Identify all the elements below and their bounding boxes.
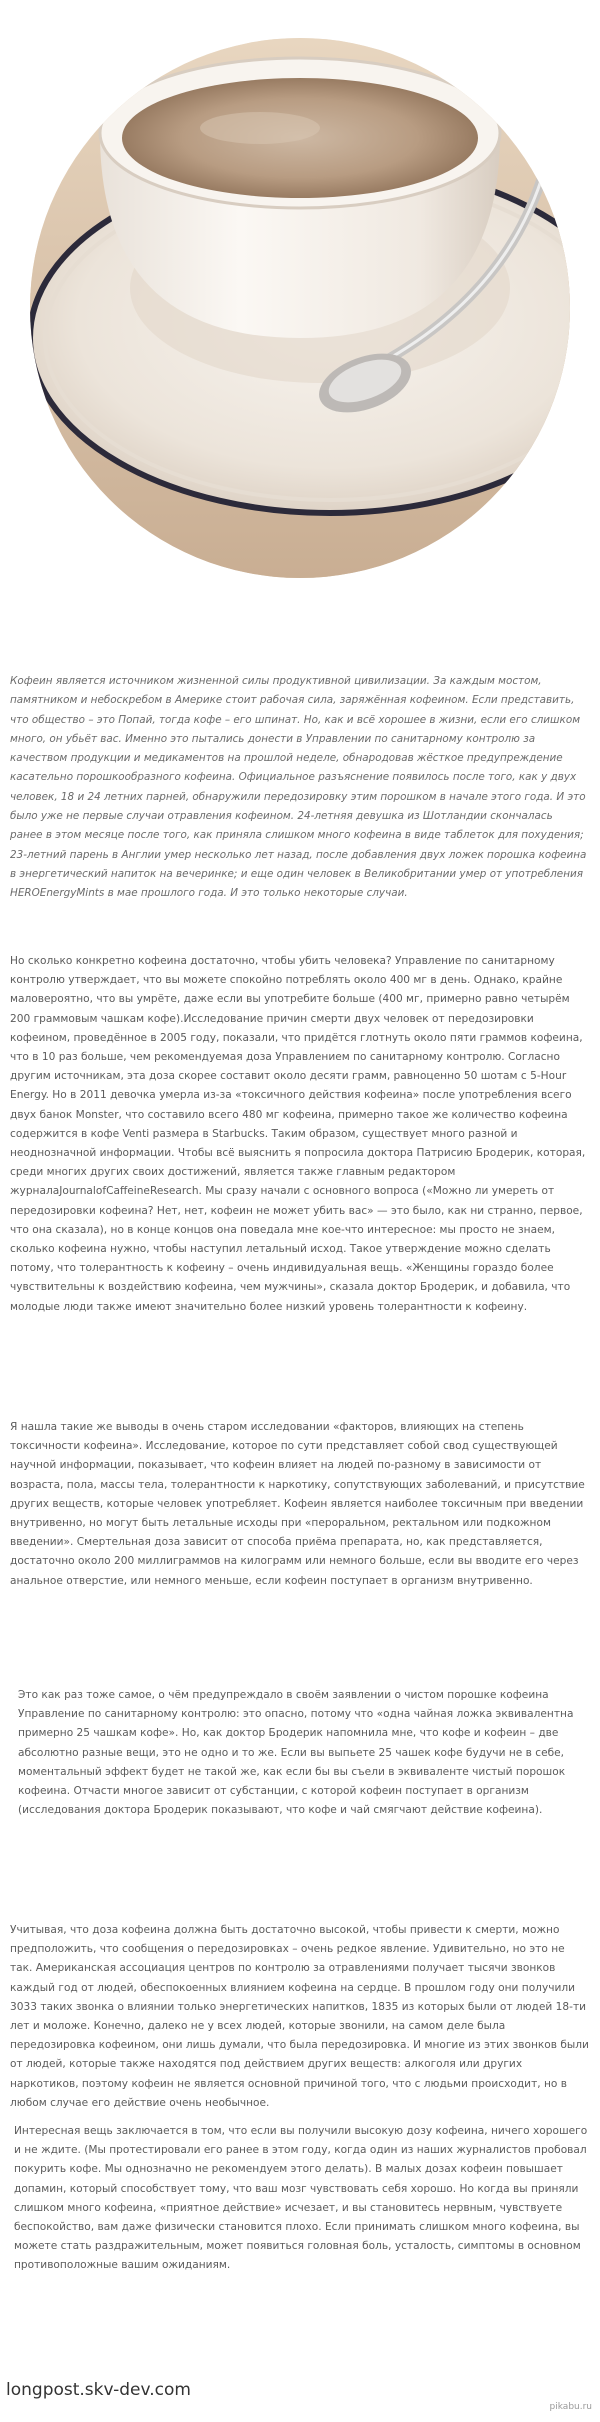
article-paragraph: Но сколько конкретно кофеина достаточно, чтобы убить человека? Управление по санитарному контролю утверждает, что вы можете спокойно потреблять около 400 мг в день. Однако, крайне маловероятно, что вы умрёте, даже если вы употребите больше (400 мг, примерно равно четырём 200 граммовым чашкам кофе).Исследование причин смерти двух человек от передозировки кофеином, проведённое в 2005 году, показали, что придётся глотнуть около пяти граммов кофеина, что в 10 раз больше, чем рекомендуемая доза Управлением по санитарному контролю. Согласно другим источникам, эта доза скорее составит около десяти грамм, равноценно 50 шотам с 5-Hour Energy. Но в 2011 девочка умерла из-за «токсичного действия кофеина» после употребления всего двух банок Monster, что составило всего 480 мг кофеина, примерно такое же количество кофеина содержится в кофе Venti размера в Starbucks. Таким образом, существует много разной и неоднозначной информации. Чтобы всё выяснить я попросила доктора Патрисию Бродерик, которая, среди многих других своих достижений, является также главным редактором журналаJournalofCaffeineResearch. Мы сразу начали с основного вопроса («Можно ли умереть от передозировки кофеина? Нет, нет, кофеин не может убить вас» — это было, как ни странно, первое, что она сказала), но в конце концов она поведала мне кое-что интересное: мы просто не знаем, сколько кофеина нужно, чтобы наступил летальный исход. Такое утверждение можно сделать потому, что толерантность к кофеину – очень индивидуальная вещь. «Женщины гораздо более чувствительны к воздействию кофеина, чем мужчины», сказала доктор Бродерик, и добавила, что молодые люди также имеют значительно более низкий уровень толерантности к кофеину.: [10, 955, 586, 1313]
article-paragraph: Интересная вещь заключается в том, что если вы получили высокую дозу кофеина, ничего хорошего и не ждите. (Мы протестировали его ранее в этом году, когда один из наших журналистов пробовал покурить кофе. Мы однозначно не рекомендуем этого делать). В малых дозах кофеин повышает допамин, который способствует тому, что ваш мозг чувствовать себя хорошо. Но когда вы приняли слишком много кофеина, «приятное действие» исчезает, и вы становитесь нервным, чувствуете беспокойство, вам даже физически становится плохо. Если принимать слишком много кофеина, вы можете стать раздражительным, может появиться головная боль, усталость, симптомы в основном противоположные вашим ожиданиям.: [14, 2125, 588, 2272]
intro-caption: Кофеин является источником жизненной силы продуктивной цивилизации. За каждым мостом, памятником и небоскребом в Америке стоит рабочая сила, заряжённая кофеином. Если представить, что общество – это Попай, тогда кофе – его шпинат. Но, как и всё хорошее в жизни, если его слишком много, он убьёт вас. Именно это пытались донести в Управлении по санитарному контролю за качеством продукции и медикаментов на прошлой неделе, обнародовав жёсткое предупреждение касательно порошкообразного кофеина. Официальное разъяснение появилось после того, как у двух человек, 18 и 24 летних парней, обнаружили передозировку этим порошком в начале этого года. И это было уже не первые случаи отравления кофеином. 24-летняя девушка из Шотландии скончалась ранее в этом месяце после того, как приняла слишком много кофеина в виде таблеток для похудения; 23-летний парень в Англии умер несколько лет назад, после добавления двух ложек порошка кофеина в энергетический напиток на вечеринке; и еще один человек в Великобритании умер от употребления HEROEnergyMints в мае прошлого года. И это только некоторые случаи.: [10, 675, 587, 900]
article-paragraph: Я нашла такие же выводы в очень старом исследовании «факторов, влияющих на степень токсичности кофеина». Исследование, которое по сути представляет собой свод существующей научной информации, показывает, что кофеин влияет на людей по-разному в зависимости от возраста, пола, массы тела, толерантности к наркотику, сопутствующих заболеваний, и присутствие других веществ, которые человек употребляет. Кофеин является наиболее токсичным при введении внутривенно, но могут быть летальные исходы при «пероральном, ректальном или подкожном введении». Смертельная доза зависит от способа приёма препарата, но, как представляется, достаточно около 200 миллиграммов на килограмм или немного больше, если вы вводите его через анальное отверстие, или немного меньше, если кофеин поступает в организм внутривенно.: [10, 1421, 585, 1587]
watermark: pikabu.ru: [549, 2402, 592, 2412]
article-paragraph: Учитывая, что доза кофеина должна быть достаточно высокой, чтобы привести к смерти, можно предположить, что сообщения о передозировках – очень редкое явление. Удивительно, но это не так. Американская ассоциация центров по контролю за отравлениями получает тысячи звонков каждый год от людей, обеспокоенных влиянием кофеина на сердце. В прошлом году они получили 3033 таких звонка о влиянии только энергетических напитков, 1835 из которых были от людей 18-ти лет и моложе. Конечно, далеко не у всех людей, которые звонили, на самом деле была передозировка кофеином, они лишь думали, что была передозировка. И многие из этих звонков были от людей, которые также находятся под действием других веществ: алкоголя или других наркотиков, поэтому кофеин не является основной причиной того, что с людьми происходит, но в любом случае его действие очень необычное.: [10, 1924, 589, 2109]
coffee-cup-illustration: [30, 38, 570, 578]
source-link[interactable]: longpost.skv-dev.com: [6, 2380, 191, 2400]
article-paragraph: Это как раз тоже самое, о чём предупреждало в своём заявлении о чистом порошке кофеина Управление по санитарному контролю: это опасно, потому что «одна чайная ложка эквивалентна примерно 25 чашкам кофе». Но, как доктор Бродерик напомнила мне, что кофе и кофеин – две абсолютно разные вещи, это не одно и то же. Если вы выпьете 25 чашек кофе будучи не в себе, моментальный эффект будет не такой же, как если бы вы съели в эквиваленте чистый порошок кофеина. Отчасти многое зависит от субстанции, с которой кофеин поступает в организм (исследования доктора Бродерик показывают, что кофе и чай смягчают действие кофеина).: [18, 1689, 574, 1817]
coffee-cup-photo: [30, 38, 570, 578]
